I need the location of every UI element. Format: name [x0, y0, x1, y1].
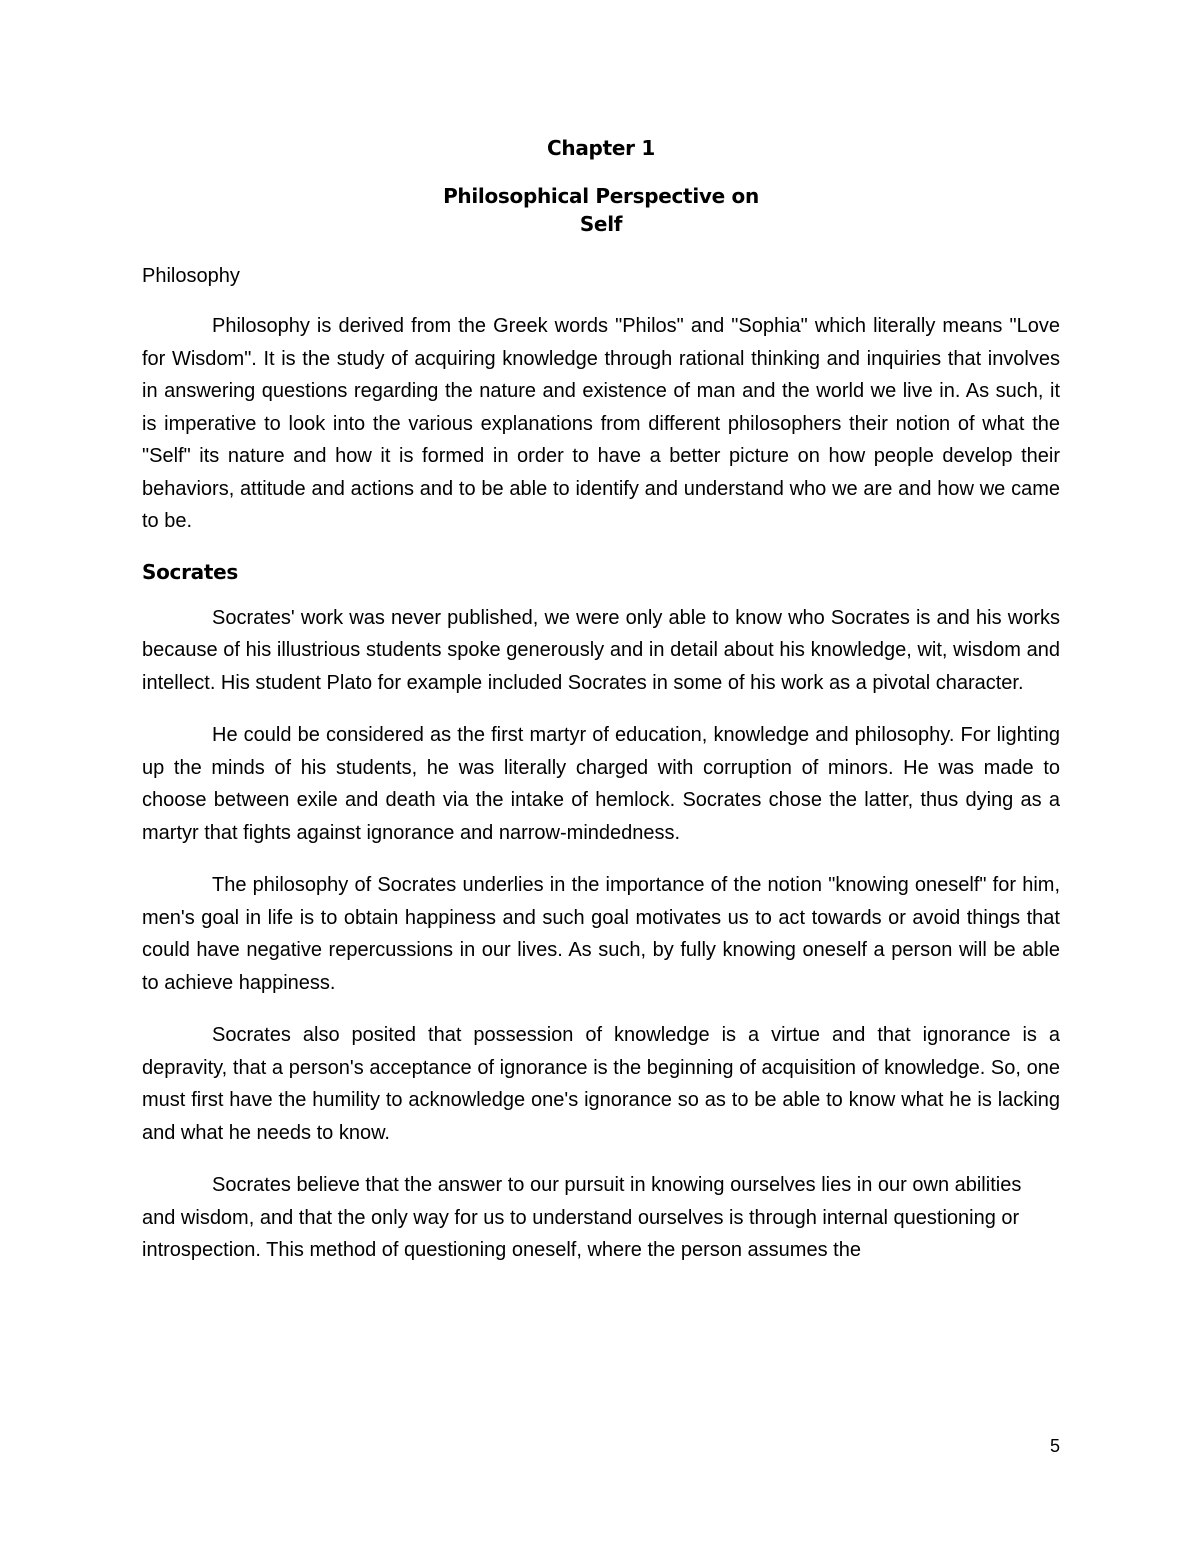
socrates-paragraph-5: Socrates believe that the answer to our pursuit in knowing ourselves lies in our own abilities and wisdom, and that the only way for us to understand ourselves is through internal questioning or introspection. This method of questioning oneself, where the person assumes the	[142, 1174, 1022, 1261]
section-label-philosophy: Philosophy	[142, 265, 240, 287]
chapter-subtitle: Philosophical Perspective on Self	[443, 184, 759, 236]
section-heading-socrates: Socrates	[142, 559, 238, 584]
chapter-title: Chapter 1	[547, 136, 655, 160]
socrates-paragraph-3: The philosophy of Socrates underlies in the importance of the notion "knowing oneself" for him, men's goal in life is to obtain happiness and such goal motivates us to act towards or avoid things that could have negative repercussions in our lives. As such, by fully knowing oneself a person will be able to achieve happiness.	[142, 874, 1060, 994]
page-content	[142, 132, 1060, 1267]
socrates-paragraph-4: Socrates also posited that possession of knowledge is a virtue and that ignorance is a depravity, that a person's acceptance of ignorance is the beginning of acquisition of knowledge. So, one must first have the humility to acknowledge one's ignorance so as to be able to know what he is lacking and what he needs to know.	[142, 1024, 1060, 1144]
philosophy-paragraph: Philosophy is derived from the Greek words "Philos" and "Sophia" which literally means "Love for Wisdom". It is the study of acquiring knowledge through rational thinking and inquiries that involves in answering questions regarding the nature and existence of man and the world we live in. As such, it is imperative to look into the various explanations from different philosophers their notion of what the "Self" its nature and how it is formed in order to have a better picture on how people develop their behaviors, attitude and actions and to be able to identify and understand who we are and how we came to be.	[142, 315, 1060, 532]
socrates-paragraph-1: Socrates' work was never published, we were only able to know who Socrates is and his works because of his illustrious students spoke generously and in detail about his knowledge, wit, wisdom and intellect. His student Plato for example included Socrates in some of his work as a pivotal character.	[142, 606, 1060, 694]
socrates-paragraph-2: He could be considered as the first martyr of education, knowledge and philosophy. For lighting up the minds of his students, he was literally charged with corruption of minors. He was made to choose between exile and death via the intake of hemlock. Socrates chose the latter, thus dying as a martyr that fights against ignorance and narrow-mindedness.	[142, 724, 1060, 844]
page-number: 5	[1049, 1436, 1060, 1456]
